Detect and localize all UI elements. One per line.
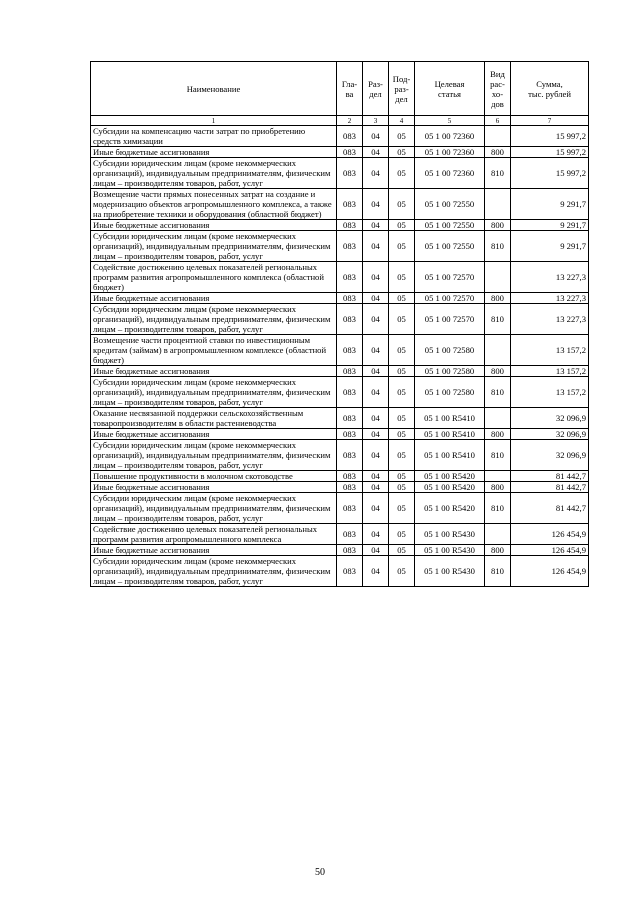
row-podrazdel: 05 — [389, 147, 415, 158]
row-summa: 81 442,7 — [511, 482, 589, 493]
table-row — [91, 524, 589, 545]
column-number: 3 — [363, 116, 389, 126]
row-summa: 32 096,9 — [511, 408, 589, 429]
row-name: Субсидии юридическим лицам (кроме некоммерческих организаций), индивидуальным предпринимателям, физическим лицам – производителям товаров, работ, услуг — [91, 440, 337, 471]
budget-table — [90, 61, 589, 587]
row-name: Оказание несвязанной поддержки сельскохозяйственным товаропроизводителям в области растениеводства — [91, 408, 337, 429]
row-summa: 13 157,2 — [511, 377, 589, 408]
table-row — [91, 471, 589, 482]
column-numbers-row — [91, 116, 589, 126]
column-number: 7 — [511, 116, 589, 126]
table-row — [91, 220, 589, 231]
row-vid: 800 — [485, 293, 511, 304]
row-name: Повышение продуктивности в молочном скотоводстве — [91, 471, 337, 482]
row-summa: 15 997,2 — [511, 126, 589, 147]
row-vid: 810 — [485, 440, 511, 471]
row-name: Иные бюджетные ассигнования — [91, 293, 337, 304]
row-summa: 13 227,3 — [511, 262, 589, 293]
row-vid: 800 — [485, 482, 511, 493]
column-number: 2 — [337, 116, 363, 126]
row-razdel: 04 — [363, 377, 389, 408]
row-statya: 05 1 00 R5410 — [415, 440, 485, 471]
row-summa: 15 997,2 — [511, 147, 589, 158]
row-vid: 800 — [485, 429, 511, 440]
header-summa — [511, 62, 589, 116]
row-vid — [485, 408, 511, 429]
row-glava: 083 — [337, 304, 363, 335]
header-vid — [485, 62, 511, 116]
header-statya — [415, 62, 485, 116]
page-number: 50 — [315, 867, 325, 878]
row-name: Субсидии юридическим лицам (кроме некоммерческих организаций), индивидуальным предпринимателям, физическим лицам – производителям товаров, работ, услуг — [91, 158, 337, 189]
row-statya: 05 1 00 72570 — [415, 293, 485, 304]
row-podrazdel: 05 — [389, 440, 415, 471]
row-razdel: 04 — [363, 126, 389, 147]
row-statya: 05 1 00 72570 — [415, 304, 485, 335]
row-podrazdel: 05 — [389, 408, 415, 429]
row-name: Содействие достижению целевых показателей региональных программ развития агропромышленного комплекса (областной бюджет) — [91, 262, 337, 293]
row-podrazdel: 05 — [389, 189, 415, 220]
row-summa: 81 442,7 — [511, 493, 589, 524]
row-summa: 9 291,7 — [511, 220, 589, 231]
row-razdel: 04 — [363, 545, 389, 556]
table-row — [91, 262, 589, 293]
row-podrazdel: 05 — [389, 556, 415, 587]
row-glava: 083 — [337, 482, 363, 493]
row-name: Иные бюджетные ассигнования — [91, 429, 337, 440]
row-glava: 083 — [337, 147, 363, 158]
row-summa: 15 997,2 — [511, 158, 589, 189]
header-razdel-text: Раз- дел — [368, 78, 383, 99]
row-summa: 9 291,7 — [511, 231, 589, 262]
row-statya: 05 1 00 R5420 — [415, 493, 485, 524]
row-statya: 05 1 00 72580 — [415, 377, 485, 408]
row-razdel: 04 — [363, 147, 389, 158]
row-razdel: 04 — [363, 440, 389, 471]
row-glava: 083 — [337, 440, 363, 471]
row-razdel: 04 — [363, 408, 389, 429]
row-name: Иные бюджетные ассигнования — [91, 147, 337, 158]
row-name: Иные бюджетные ассигнования — [91, 482, 337, 493]
row-summa: 13 227,3 — [511, 293, 589, 304]
row-vid: 800 — [485, 366, 511, 377]
row-razdel: 04 — [363, 158, 389, 189]
table-row — [91, 440, 589, 471]
row-statya: 05 1 00 72550 — [415, 189, 485, 220]
row-statya: 05 1 00 72360 — [415, 158, 485, 189]
row-glava: 083 — [337, 293, 363, 304]
row-podrazdel: 05 — [389, 158, 415, 189]
row-statya: 05 1 00 R5410 — [415, 429, 485, 440]
row-vid — [485, 471, 511, 482]
row-statya: 05 1 00 R5420 — [415, 482, 485, 493]
header-statya-text: Целевая статья — [434, 78, 465, 99]
row-statya: 05 1 00 72360 — [415, 126, 485, 147]
table-body — [91, 126, 589, 587]
row-glava: 083 — [337, 158, 363, 189]
row-glava: 083 — [337, 545, 363, 556]
row-vid: 800 — [485, 220, 511, 231]
row-summa: 126 454,9 — [511, 524, 589, 545]
row-statya: 05 1 00 72550 — [415, 220, 485, 231]
table-row — [91, 158, 589, 189]
row-glava: 083 — [337, 408, 363, 429]
table-row — [91, 493, 589, 524]
row-razdel: 04 — [363, 524, 389, 545]
column-number: 5 — [415, 116, 485, 126]
header-summa-text: Сумма, тыс. рублей — [528, 78, 571, 99]
row-name: Возмещение части прямых понесенных затрат на создание и модернизацию объектов агропромышленного комплекса, а также на приобретение техники и оборудования (областной бюджет) — [91, 189, 337, 220]
row-podrazdel: 05 — [389, 220, 415, 231]
row-name: Субсидии юридическим лицам (кроме некоммерческих организаций), индивидуальным предпринимателям, физическим лицам – производителям товаров, работ, услуг — [91, 231, 337, 262]
header-razdel — [363, 62, 389, 116]
table-row — [91, 545, 589, 556]
table-row — [91, 189, 589, 220]
row-glava: 083 — [337, 429, 363, 440]
row-glava: 083 — [337, 493, 363, 524]
table-row — [91, 377, 589, 408]
row-razdel: 04 — [363, 366, 389, 377]
row-podrazdel: 05 — [389, 545, 415, 556]
row-razdel: 04 — [363, 189, 389, 220]
row-razdel: 04 — [363, 293, 389, 304]
row-razdel: 04 — [363, 556, 389, 587]
row-glava: 083 — [337, 220, 363, 231]
row-glava: 083 — [337, 126, 363, 147]
row-glava: 083 — [337, 377, 363, 408]
row-vid — [485, 524, 511, 545]
row-podrazdel: 05 — [389, 366, 415, 377]
row-razdel: 04 — [363, 335, 389, 366]
row-name: Иные бюджетные ассигнования — [91, 220, 337, 231]
table-row — [91, 408, 589, 429]
header-name: Наименование — [91, 62, 337, 116]
row-vid: 810 — [485, 304, 511, 335]
row-name: Субсидии юридическим лицам (кроме некоммерческих организаций), индивидуальным предпринимателям, физическим лицам – производителям товаров, работ, услуг — [91, 377, 337, 408]
header-podrazdel-text: Под- раз- дел — [392, 73, 411, 104]
row-razdel: 04 — [363, 231, 389, 262]
row-name: Содействие достижению целевых показателей региональных программ развития агропромышленного комплекса — [91, 524, 337, 545]
row-glava: 083 — [337, 189, 363, 220]
row-vid: 810 — [485, 158, 511, 189]
header-vid-text: Вид рас- хо- дов — [490, 68, 505, 109]
row-podrazdel: 05 — [389, 293, 415, 304]
row-statya: 05 1 00 R5430 — [415, 524, 485, 545]
row-podrazdel: 05 — [389, 126, 415, 147]
row-vid: 810 — [485, 377, 511, 408]
row-glava: 083 — [337, 471, 363, 482]
row-razdel: 04 — [363, 262, 389, 293]
row-glava: 083 — [337, 335, 363, 366]
header-podrazdel — [389, 62, 415, 116]
column-number: 6 — [485, 116, 511, 126]
row-vid: 810 — [485, 231, 511, 262]
row-summa: 126 454,9 — [511, 545, 589, 556]
row-statya: 05 1 00 72580 — [415, 335, 485, 366]
row-name: Субсидии юридическим лицам (кроме некоммерческих организаций), индивидуальным предпринимателям, физическим лицам – производителям товаров, работ, услуг — [91, 556, 337, 587]
row-glava: 083 — [337, 366, 363, 377]
row-podrazdel: 05 — [389, 231, 415, 262]
row-podrazdel: 05 — [389, 377, 415, 408]
row-name: Субсидии на компенсацию части затрат по приобретению средств химизации — [91, 126, 337, 147]
row-razdel: 04 — [363, 429, 389, 440]
row-statya: 05 1 00 72550 — [415, 231, 485, 262]
header-glava — [337, 62, 363, 116]
row-summa: 126 454,9 — [511, 556, 589, 587]
row-statya: 05 1 00 R5410 — [415, 408, 485, 429]
row-summa: 13 157,2 — [511, 335, 589, 366]
table-row — [91, 147, 589, 158]
row-glava: 083 — [337, 556, 363, 587]
row-vid — [485, 126, 511, 147]
table-row — [91, 293, 589, 304]
row-podrazdel: 05 — [389, 482, 415, 493]
header-glava-text: Гла- ва — [341, 78, 358, 99]
row-razdel: 04 — [363, 471, 389, 482]
row-summa: 81 442,7 — [511, 471, 589, 482]
row-statya: 05 1 00 72580 — [415, 366, 485, 377]
row-vid — [485, 262, 511, 293]
row-vid: 810 — [485, 556, 511, 587]
row-razdel: 04 — [363, 482, 389, 493]
row-glava: 083 — [337, 262, 363, 293]
table-row — [91, 556, 589, 587]
row-name: Возмещение части процентной ставки по инвестиционным кредитам (займам) в агропромышленном комплексе (областной бюджет) — [91, 335, 337, 366]
row-vid: 800 — [485, 147, 511, 158]
row-podrazdel: 05 — [389, 304, 415, 335]
row-name: Иные бюджетные ассигнования — [91, 366, 337, 377]
table-row — [91, 335, 589, 366]
row-podrazdel: 05 — [389, 493, 415, 524]
row-statya: 05 1 00 72570 — [415, 262, 485, 293]
row-glava: 083 — [337, 231, 363, 262]
row-podrazdel: 05 — [389, 471, 415, 482]
row-vid — [485, 335, 511, 366]
table-row — [91, 429, 589, 440]
row-summa: 9 291,7 — [511, 189, 589, 220]
header-row — [91, 62, 589, 116]
table-row — [91, 304, 589, 335]
row-statya: 05 1 00 72360 — [415, 147, 485, 158]
row-summa: 13 227,3 — [511, 304, 589, 335]
row-razdel: 04 — [363, 220, 389, 231]
row-podrazdel: 05 — [389, 335, 415, 366]
column-number: 4 — [389, 116, 415, 126]
row-statya: 05 1 00 R5430 — [415, 556, 485, 587]
row-vid — [485, 189, 511, 220]
table-row — [91, 231, 589, 262]
row-vid: 800 — [485, 545, 511, 556]
row-podrazdel: 05 — [389, 429, 415, 440]
row-razdel: 04 — [363, 493, 389, 524]
row-glava: 083 — [337, 524, 363, 545]
table-row — [91, 366, 589, 377]
table-row — [91, 126, 589, 147]
row-summa: 13 157,2 — [511, 366, 589, 377]
row-summa: 32 096,9 — [511, 429, 589, 440]
row-name: Иные бюджетные ассигнования — [91, 545, 337, 556]
row-razdel: 04 — [363, 304, 389, 335]
row-podrazdel: 05 — [389, 262, 415, 293]
row-statya: 05 1 00 R5430 — [415, 545, 485, 556]
table-row — [91, 482, 589, 493]
row-name: Субсидии юридическим лицам (кроме некоммерческих организаций), индивидуальным предпринимателям, физическим лицам – производителям товаров, работ, услуг — [91, 493, 337, 524]
row-summa: 32 096,9 — [511, 440, 589, 471]
row-statya: 05 1 00 R5420 — [415, 471, 485, 482]
row-vid: 810 — [485, 493, 511, 524]
row-name: Субсидии юридическим лицам (кроме некоммерческих организаций), индивидуальным предпринимателям, физическим лицам – производителям товаров, работ, услуг — [91, 304, 337, 335]
row-podrazdel: 05 — [389, 524, 415, 545]
column-number: 1 — [91, 116, 337, 126]
